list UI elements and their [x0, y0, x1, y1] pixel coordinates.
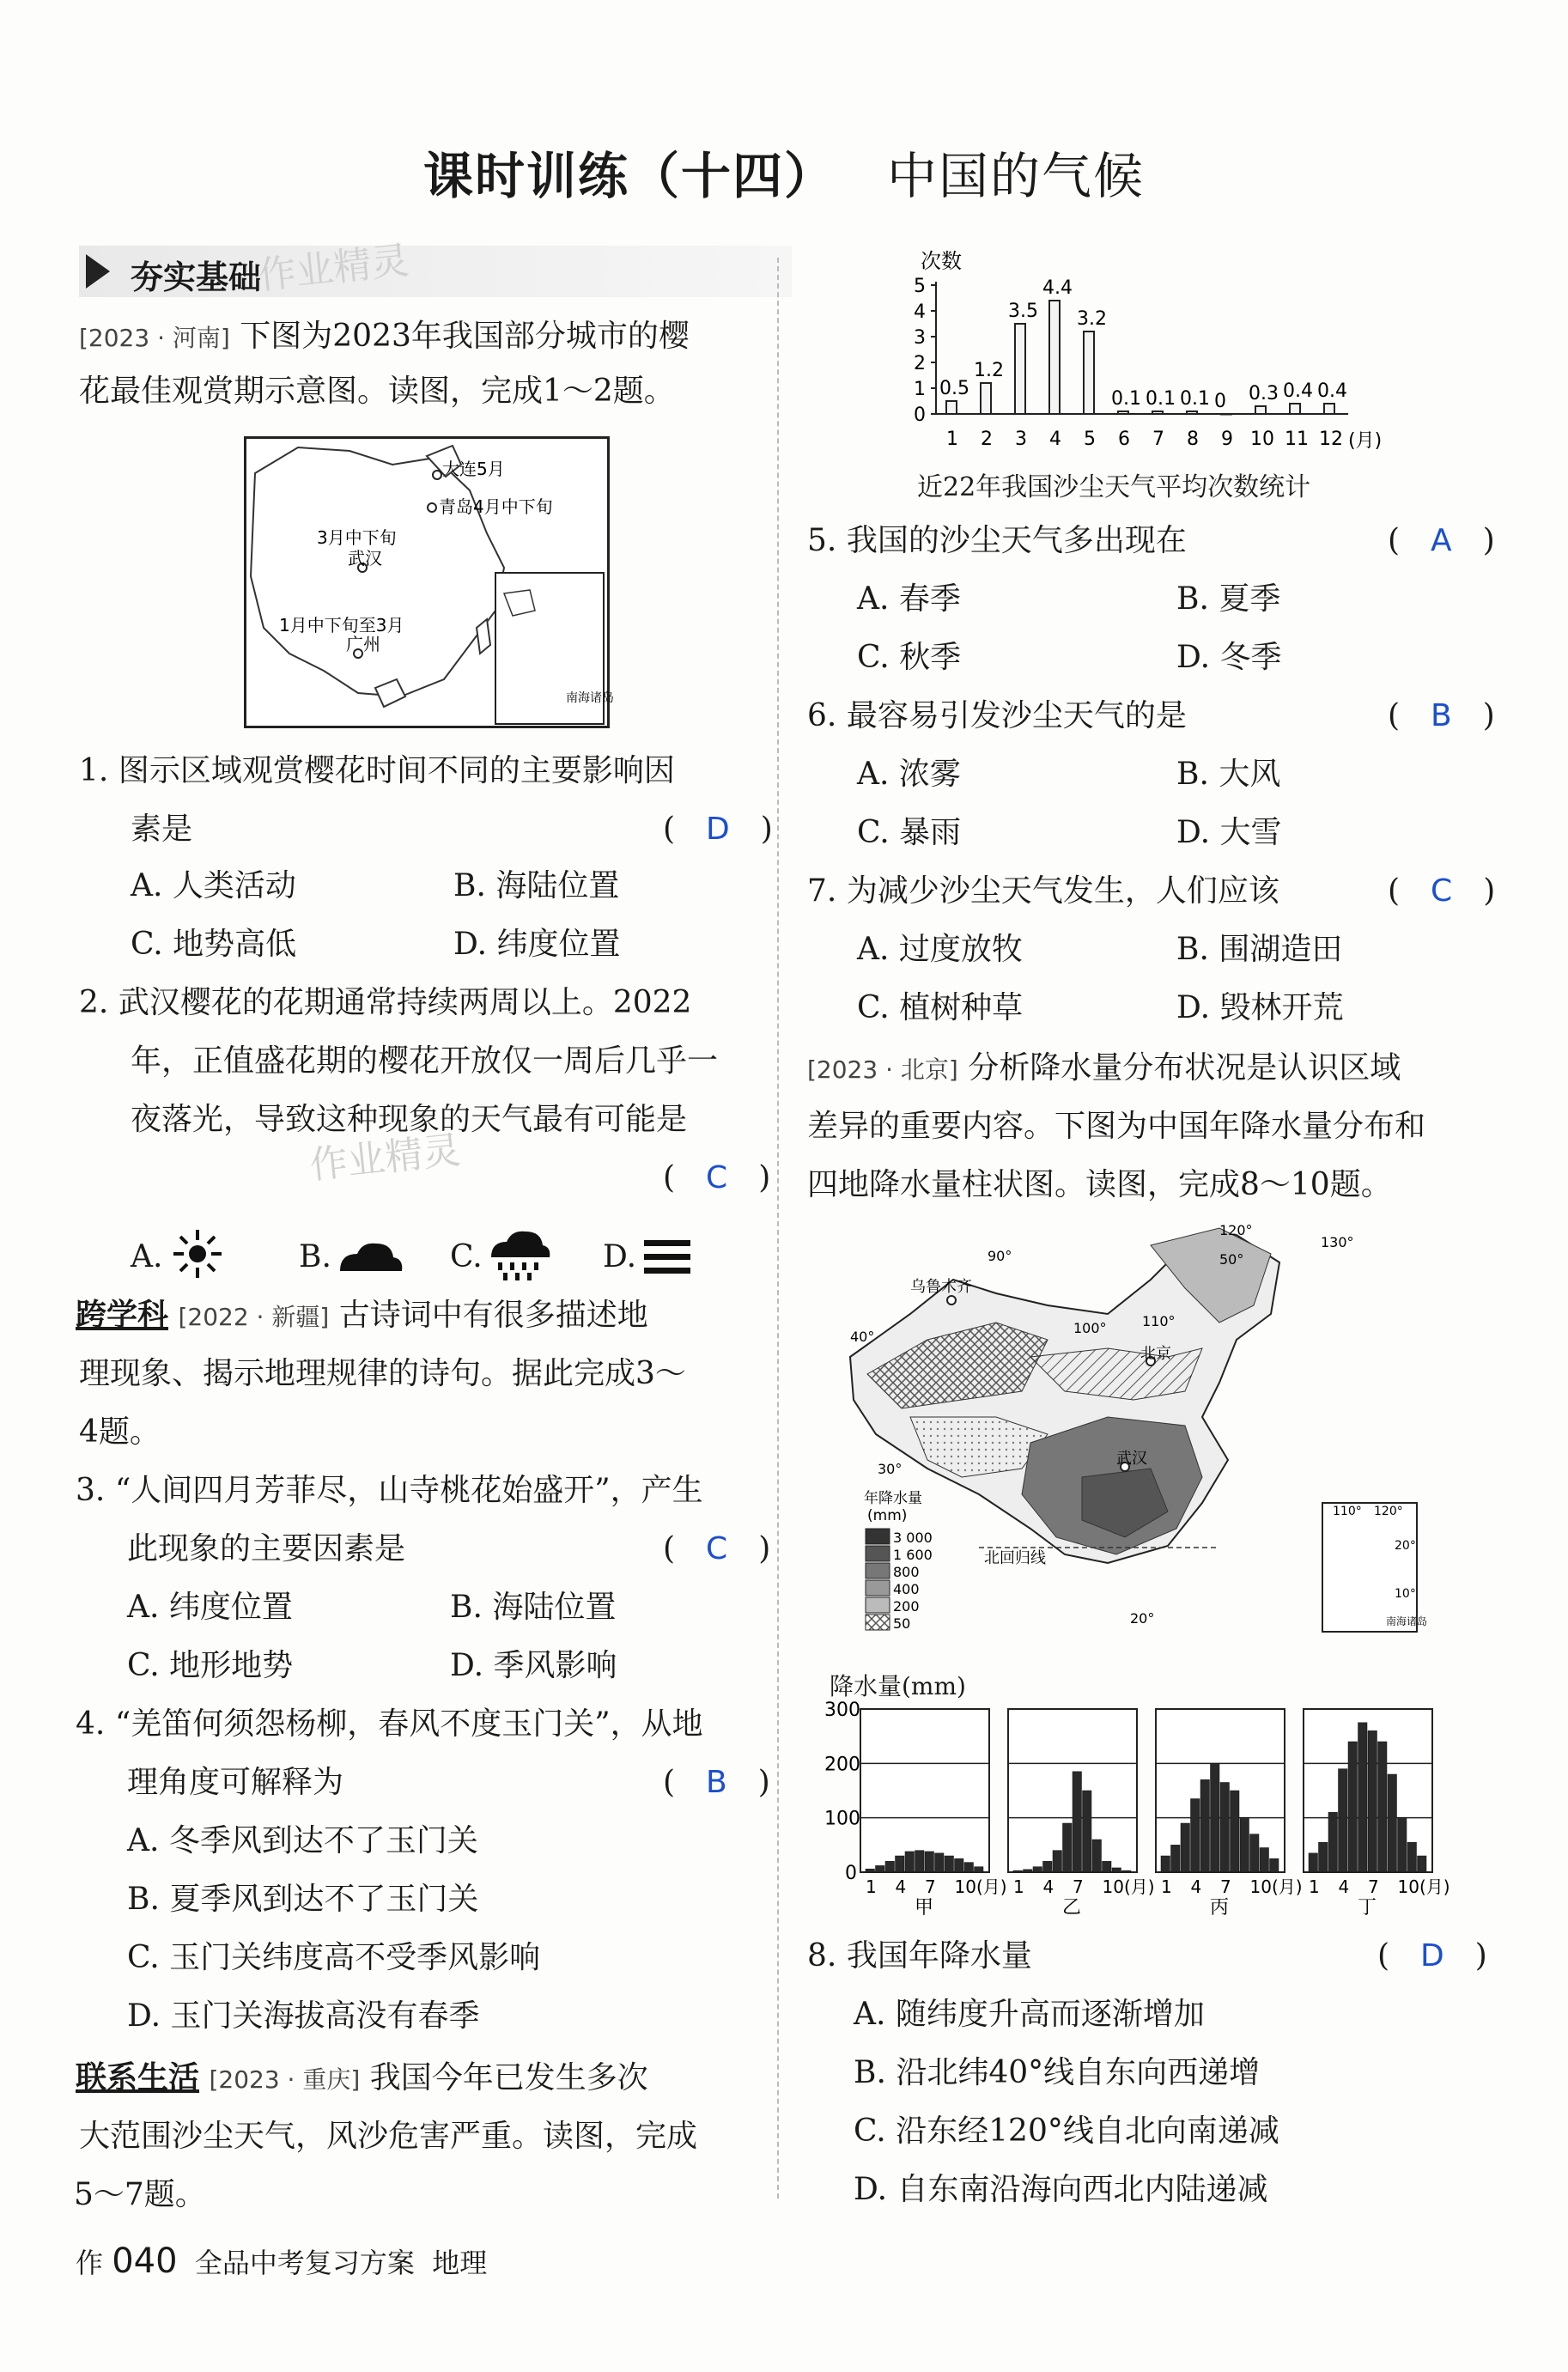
precip-bar — [1200, 1779, 1210, 1872]
dust-bar — [1118, 411, 1128, 414]
inset-label: 南海诸岛 — [566, 691, 614, 705]
precip-bar — [975, 1867, 984, 1872]
precip-bar — [935, 1853, 945, 1872]
precip-bar — [1181, 1823, 1190, 1872]
precip-panel-frame — [860, 1709, 989, 1872]
q2-option-d: D. — [603, 1239, 637, 1274]
precip-bar — [1319, 1842, 1328, 1872]
q3-option-d: D. 季风影响 — [450, 1648, 617, 1683]
q2-option-c: C. — [450, 1239, 483, 1274]
precip-x-tick-label: 1 — [1013, 1876, 1024, 1897]
intro-3-line3: 5～7题。 — [74, 2177, 206, 2212]
precip-y-tick-label: 100 — [824, 1808, 860, 1830]
q3-option-c: C. 地形地势 — [127, 1648, 294, 1683]
source-tag: [2022 · 新疆] — [178, 1303, 330, 1331]
legend-swatch — [866, 1580, 890, 1596]
precip-x-tick-label: 4 — [895, 1876, 907, 1897]
dust-frequency-chart — [902, 249, 1400, 472]
q7-line: 7. 为减少沙尘天气发生，人们应该 — [807, 873, 1279, 909]
precip-bar — [1053, 1851, 1062, 1872]
label-lon130: 130° — [1321, 1234, 1354, 1250]
dust-bar — [946, 401, 957, 414]
precip-panel-name: 乙 — [1062, 1897, 1082, 1919]
q8-option-a: A. 随纬度升高而逐渐增加 — [854, 1997, 1205, 2032]
precip-bar — [876, 1865, 885, 1872]
label-dalian: 大连5月 — [442, 459, 505, 479]
precip-bar — [1024, 1870, 1033, 1872]
dust-bar — [1221, 414, 1231, 415]
dust-data-label: 4.4 — [1042, 277, 1073, 299]
column-divider — [777, 258, 779, 2199]
q7-answer: ( C ) — [1388, 873, 1496, 909]
precip-y-tick-label: 200 — [824, 1754, 860, 1776]
precip-y-tick-label: 300 — [824, 1700, 860, 1721]
fog-icon — [642, 1237, 694, 1278]
dust-data-label: 0.1 — [1180, 388, 1210, 410]
precip-bar — [1220, 1783, 1230, 1873]
label-guangzhou: 广州 — [346, 634, 380, 654]
label-tropic: 北回归线 — [984, 1549, 1046, 1567]
q8-answer: ( D ) — [1377, 1938, 1487, 1974]
dust-x-unit: (月) — [1348, 430, 1383, 452]
precip-bar — [1103, 1861, 1112, 1872]
q4-option-a: A. 冬季风到达不了玉门关 — [127, 1823, 478, 1858]
intro-1: [2023 · 河南] 下图为2023年我国部分城市的樱 — [79, 319, 690, 354]
dust-data-label: 0.4 — [1283, 380, 1313, 402]
q6-answer: ( B ) — [1388, 698, 1495, 733]
label-wuhan: 武汉 — [1116, 1450, 1147, 1468]
inset-lon120: 120° — [1374, 1505, 1403, 1518]
dust-chart-caption: 近22年我国沙尘天气平均次数统计 — [917, 472, 1311, 502]
legend-label: 800 — [893, 1564, 920, 1580]
q1-option-a: A. 人类活动 — [131, 868, 296, 903]
section-label: 夯实基础 — [131, 258, 262, 296]
precip-bar — [1191, 1799, 1200, 1873]
page-footer — [76, 2241, 487, 2281]
book-title: 全品中考复习方案 — [194, 2247, 415, 2279]
page-number: 040 — [112, 2241, 178, 2281]
intro-4: [2023 · 北京] 分析降水量分布状况是认识区域 — [807, 1050, 1401, 1086]
dust-data-label: 3.5 — [1008, 301, 1038, 322]
urumqi-dot — [947, 1296, 956, 1305]
label-guangzhou-period: 1月中下旬至3月 — [279, 615, 404, 636]
q7-option-b: B. 围湖造田 — [1176, 932, 1343, 967]
q3-line2: 此现象的主要因素是 — [127, 1531, 406, 1566]
precip-ylabel: 降水量(mm) — [830, 1672, 966, 1700]
legend-label: 200 — [893, 1598, 920, 1615]
q6-option-c: C. 暴雨 — [857, 815, 962, 850]
triangle-icon — [86, 254, 110, 289]
precip-bar — [1122, 1870, 1132, 1872]
q5-option-c: C. 秋季 — [857, 640, 962, 675]
q8-line: 8. 我国年降水量 — [807, 1938, 1032, 1974]
label-lon120: 120° — [1219, 1222, 1253, 1238]
dust-x-tick-label: 2 — [981, 429, 993, 450]
title-sub: 中国的气候 — [887, 147, 1146, 205]
precip-x-tick-label: 10(月) — [1249, 1876, 1303, 1897]
q5-answer: ( A ) — [1388, 523, 1495, 558]
precip-x-tick-label: 1 — [1309, 1876, 1320, 1897]
dust-data-label: 3.2 — [1077, 308, 1107, 330]
label-lat20: 20° — [1130, 1610, 1155, 1627]
q6-option-b: B. 大风 — [1176, 757, 1281, 792]
dust-bar — [1152, 411, 1163, 414]
intro-3-line2: 大范围沙尘天气，风沙危害严重。读图，完成 — [79, 2119, 698, 2154]
q4-answer: ( B ) — [663, 1765, 770, 1800]
dust-x-tick-label: 3 — [1015, 429, 1027, 450]
legend-label: 3 000 — [893, 1530, 933, 1546]
precip-panel-name: 丁 — [1358, 1897, 1377, 1919]
q1-answer: ( D ) — [663, 812, 773, 847]
q2-line3: 夜落光，导致这种现象的天气最有可能是 — [131, 1102, 688, 1137]
precip-bar — [1328, 1812, 1338, 1872]
precip-bar — [1083, 1791, 1092, 1872]
dust-data-label: 0.1 — [1146, 388, 1176, 410]
precip-bar — [1407, 1842, 1417, 1872]
q4-line1: 4. “羌笛何须怨杨柳，春风不度玉门关”，从地 — [76, 1706, 703, 1742]
dust-x-tick-label: 10 — [1250, 429, 1274, 450]
precipitation-map — [824, 1219, 1428, 1666]
section-header — [79, 246, 792, 297]
dust-y-tick-label: 4 — [914, 301, 926, 323]
precip-x-tick-label: 10(月) — [1102, 1876, 1155, 1897]
q3-line1: 3. “人间四月芳菲尽，山寺桃花始盛开”，产生 — [76, 1473, 703, 1508]
precip-bar — [945, 1856, 954, 1872]
label-wuhan: 武汉 — [348, 548, 382, 569]
legend-unit: (mm) — [867, 1507, 908, 1524]
q1-option-d: D. 纬度位置 — [453, 927, 621, 962]
q1-option-c: C. 地势高低 — [131, 927, 297, 962]
dust-x-tick-label: 11 — [1285, 429, 1309, 450]
precip-bar — [1250, 1834, 1260, 1872]
dust-bar — [1049, 301, 1060, 414]
dust-bar — [1324, 404, 1334, 414]
south-sea-inset — [1322, 1503, 1417, 1632]
watermark: 作业精灵 — [307, 1128, 463, 1189]
precip-bar — [1339, 1769, 1348, 1872]
dust-y-tick-label: 0 — [914, 404, 926, 426]
precip-x-tick-label: 4 — [1338, 1876, 1350, 1897]
precip-bar — [1171, 1845, 1181, 1872]
dust-data-label: 0.3 — [1249, 383, 1279, 404]
dust-data-label: 1.2 — [974, 360, 1004, 381]
dust-data-label: 0.4 — [1317, 380, 1347, 402]
precip-x-tick-label: 7 — [1220, 1876, 1231, 1897]
legend-swatch — [866, 1529, 890, 1544]
dust-x-tick-label: 6 — [1118, 429, 1130, 450]
precip-bar — [1418, 1856, 1427, 1872]
precip-bar — [1398, 1818, 1407, 1872]
dust-y-tick-label: 1 — [914, 379, 926, 400]
dust-data-label: 0 — [1214, 391, 1226, 412]
legend-swatch — [866, 1563, 890, 1578]
legend-label: 1 600 — [893, 1547, 933, 1563]
precip-bar — [925, 1852, 934, 1872]
precip-bar — [1240, 1818, 1249, 1872]
legend-label: 50 — [893, 1615, 911, 1632]
precip-bar — [1368, 1730, 1377, 1872]
label-lon110: 110° — [1142, 1313, 1176, 1329]
intro-2-line2: 理现象、揭示地理规律的诗句。据此完成3～ — [79, 1356, 686, 1391]
dust-chart-ylabel: 次数 — [921, 249, 962, 273]
legend-label: 400 — [893, 1581, 920, 1597]
q5-option-b: B. 夏季 — [1176, 581, 1281, 617]
q1-line1: 1. 图示区域观赏樱花时间不同的主要影响因 — [79, 753, 675, 788]
source-tag: [2023 · 重庆] — [209, 2065, 361, 2094]
dust-bar — [1187, 411, 1197, 414]
precip-panel-name: 甲 — [915, 1897, 934, 1919]
q4-option-c: C. 玉门关纬度高不受季风影响 — [127, 1940, 541, 1975]
q7-option-a: A. 过度放牧 — [857, 932, 1023, 967]
dust-x-tick-label: 1 — [946, 429, 958, 450]
q8-option-d: D. 自东南沿海向西北内陆递减 — [854, 2172, 1268, 2207]
q2-option-b: B. — [299, 1239, 331, 1274]
precip-legend — [866, 1529, 933, 1632]
sun-icon — [170, 1226, 225, 1281]
inset-lat20: 20° — [1395, 1539, 1416, 1553]
precip-bar — [964, 1863, 974, 1872]
q4-option-d: D. 玉门关海拔高没有春季 — [127, 1998, 480, 2034]
precip-bar — [1033, 1867, 1042, 1872]
precip-bar — [1270, 1858, 1279, 1872]
dust-x-tick-label: 12 — [1319, 429, 1343, 450]
precip-x-tick-label: 10(月) — [954, 1876, 1007, 1897]
precip-bar — [1161, 1856, 1170, 1872]
intro-2: 跨学科 [2022 · 新疆] 古诗词中有很多描述地 — [76, 1298, 648, 1333]
dust-y-tick-label: 5 — [914, 276, 926, 297]
label-beijing: 北京 — [1140, 1345, 1171, 1363]
q6-option-a: A. 浓雾 — [857, 757, 961, 792]
precip-bar — [1231, 1791, 1240, 1872]
precip-bar — [1112, 1868, 1121, 1872]
q1-line2: 素是 — [131, 812, 193, 847]
dust-bar — [1084, 331, 1094, 414]
precip-x-tick-label: 4 — [1190, 1876, 1202, 1897]
q7-option-d: D. 毁林开荒 — [1176, 990, 1344, 1025]
dust-data-label: 0.5 — [939, 378, 969, 399]
sakura-map-svg — [246, 439, 614, 726]
q8-option-b: B. 沿北纬40°线自东向西递增 — [854, 2055, 1261, 2090]
precip-bar — [1260, 1848, 1269, 1873]
dust-data-label: 0.1 — [1111, 388, 1141, 410]
inset-lat10: 10° — [1395, 1587, 1416, 1601]
q2-option-a: A. — [131, 1239, 163, 1274]
dust-bar — [1290, 404, 1300, 414]
precip-x-tick-label: 7 — [1073, 1876, 1084, 1897]
precip-bar — [1348, 1742, 1358, 1872]
intro-4-line3: 四地降水量柱状图。读图，完成8～10题。 — [807, 1167, 1392, 1202]
label-lon100: 100° — [1073, 1320, 1107, 1336]
q5-option-d: D. 冬季 — [1176, 640, 1282, 675]
dust-y-tick-label: 2 — [914, 353, 926, 374]
precip-x-tick-label: 4 — [1042, 1876, 1054, 1897]
precip-bar — [866, 1869, 875, 1872]
precip-bar — [885, 1861, 895, 1872]
q8-option-c: C. 沿东经120°线自北向南递减 — [854, 2114, 1279, 2149]
inset-lon110: 110° — [1333, 1505, 1362, 1518]
precip-bar — [1063, 1823, 1073, 1872]
precip-x-tick-label: 7 — [925, 1876, 936, 1897]
precipitation-bar-charts — [824, 1700, 1468, 1919]
label-lon90: 90° — [988, 1248, 1012, 1264]
precip-bar — [1092, 1840, 1102, 1872]
q5-line: 5. 我国的沙尘天气多出现在 — [807, 523, 1187, 558]
precip-x-tick-label: 1 — [1161, 1876, 1172, 1897]
inset-label: 南海诸岛 — [1386, 1615, 1428, 1627]
q2-answer: ( C ) — [663, 1160, 771, 1195]
dust-bar — [1015, 324, 1025, 414]
q3-option-b: B. 海陆位置 — [450, 1590, 617, 1625]
precip-bar — [1073, 1772, 1082, 1872]
q4-line2: 理角度可解释为 — [127, 1765, 344, 1800]
legend-swatch — [866, 1597, 890, 1613]
precip-bar — [896, 1856, 905, 1872]
footer-prefix: 作 — [76, 2247, 104, 2279]
precip-bar — [1013, 1870, 1023, 1872]
q1-option-b: B. 海陆位置 — [453, 868, 620, 903]
precip-bar — [1043, 1861, 1053, 1872]
q7-option-c: C. 植树种草 — [857, 990, 1024, 1025]
intro-3: 联系生活 [2023 · 重庆] 我国今年已发生多次 — [76, 2060, 648, 2095]
q2-line1: 2. 武汉樱花的花期通常持续两周以上。2022 — [79, 985, 692, 1020]
precip-bar — [1358, 1723, 1368, 1872]
q3-answer: ( C ) — [663, 1531, 771, 1566]
precip-y-tick-label: 0 — [845, 1863, 857, 1884]
label-lat30: 30° — [878, 1461, 903, 1477]
label-qingdao: 青岛4月中下旬 — [439, 496, 553, 517]
china-east-outline — [251, 447, 504, 696]
dust-x-tick-label: 5 — [1084, 429, 1096, 450]
keyword-tag: 联系生活 — [76, 2060, 200, 2095]
precip-bar — [915, 1851, 925, 1872]
precip-bar — [955, 1858, 964, 1872]
label-urumqi: 乌鲁木齐 — [910, 1278, 972, 1296]
dust-y-tick-label: 3 — [914, 327, 926, 349]
q2-line2: 年，正值盛花期的樱花开放仅一周后几乎一 — [131, 1043, 719, 1079]
q3-option-a: A. 纬度位置 — [127, 1590, 293, 1625]
precip-x-tick-label: 1 — [866, 1876, 877, 1897]
dust-x-tick-label: 8 — [1187, 429, 1199, 450]
page-title — [0, 136, 1568, 208]
legend-title: 年降水量 — [864, 1490, 922, 1507]
q6-line: 6. 最容易引发沙尘天气的是 — [807, 698, 1187, 733]
rain-cloud-icon — [488, 1228, 553, 1281]
dust-bar — [981, 383, 991, 414]
precip-panel-name: 丙 — [1210, 1897, 1230, 1919]
sakura-map — [244, 436, 614, 728]
legend-swatch — [866, 1615, 890, 1630]
keyword-tag: 跨学科 — [76, 1298, 169, 1333]
precip-bar — [1309, 1853, 1318, 1872]
label-wuhan-period: 3月中下旬 — [317, 527, 397, 548]
precip-bar — [1388, 1774, 1397, 1872]
intro-4-line2: 差异的重要内容。下图为中国年降水量分布和 — [807, 1109, 1426, 1144]
q6-option-d: D. 大雪 — [1176, 815, 1282, 850]
intro-1-line2: 花最佳观赏期示意图。读图，完成1～2题。 — [79, 374, 675, 409]
label-lat50: 50° — [1219, 1251, 1244, 1268]
watermark: 作业精灵 — [256, 238, 411, 299]
precip-bar — [905, 1852, 915, 1872]
precip-x-tick-label: 7 — [1368, 1876, 1379, 1897]
title-main: 课时训练（十四） — [422, 147, 836, 205]
q5-option-a: A. 春季 — [857, 581, 961, 617]
dust-bar — [1255, 406, 1266, 414]
precip-bar — [1211, 1763, 1220, 1872]
dust-x-tick-label: 4 — [1049, 429, 1061, 450]
legend-swatch — [866, 1546, 890, 1561]
q4-option-b: B. 夏季风到达不了玉门关 — [127, 1882, 479, 1917]
dust-x-tick-label: 9 — [1221, 429, 1233, 450]
label-lat40: 40° — [850, 1329, 875, 1345]
precip-x-tick-label: 10(月) — [1397, 1876, 1450, 1897]
dust-x-tick-label: 7 — [1152, 429, 1164, 450]
precip-bar — [1378, 1742, 1388, 1872]
subject: 地理 — [432, 2247, 488, 2279]
source-tag: [2023 · 北京] — [807, 1055, 958, 1084]
intro-2-line3: 4题。 — [79, 1414, 161, 1450]
cloud-icon — [337, 1237, 405, 1274]
source-tag: [2023 · 河南] — [79, 324, 230, 352]
